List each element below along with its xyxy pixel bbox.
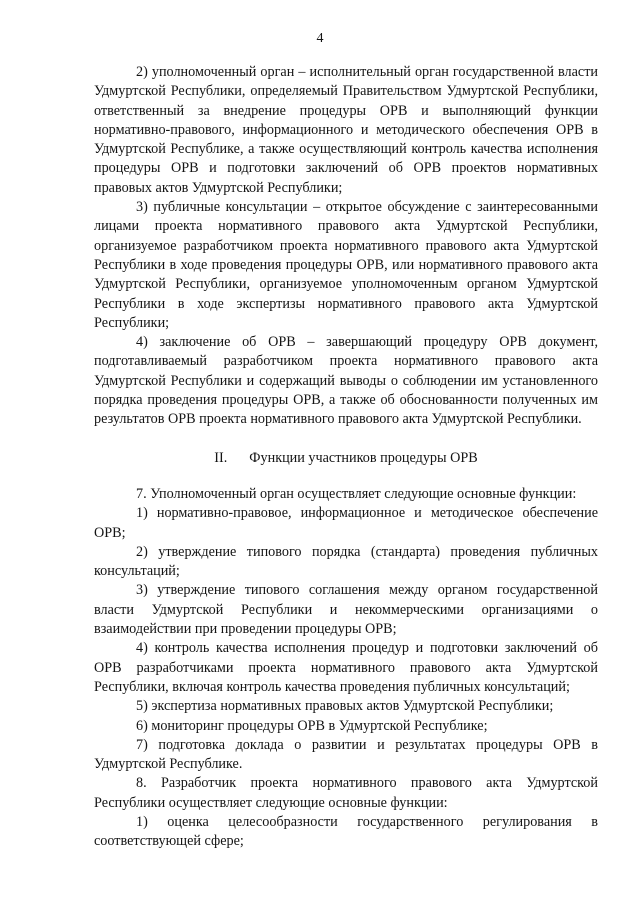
paragraph-function-3: 3) утверждение типового соглашения между органом государственной власти Удмуртской Республики и некоммерческими организациями о взаимодействии при проведении процедуры ОРВ; (94, 582, 598, 638)
paragraph-function-7: 7) подготовка доклада о развитии и результатах процедуры ОРВ в Удмуртской Республике. (94, 736, 598, 773)
paragraph-function-6: 6) мониторинг процедуры ОРВ в Удмуртской Республике; (136, 717, 488, 734)
document-body (94, 63, 598, 852)
page-number: 4 (316, 31, 324, 46)
paragraph-function-4: 4) контроль качества исполнения процедур и подготовки заключений об ОРВ разработчиками проекта нормативного правового акта Удмуртской Республики, включая контроль качества проведения публичных консультаций; (94, 640, 598, 695)
section-title: Функции участников процедуры ОРВ (249, 449, 478, 466)
paragraph-item-7: 7. Уполномоченный орган осуществляет следующие основные функции: (136, 485, 577, 502)
paragraph-conclusion-definition: 4) заключение об ОРВ – завершающий процедуру ОРВ документ, подготавливаемый разработчиком проекта нормативного правового акта Удмуртской Республики и содержащий выводы о соблюдении им установленного порядка проведения процедуры ОРВ, а также об обоснованности полученных им результатов ОРВ проекта нормативного правового акта Удмуртской Республики. (94, 334, 598, 428)
paragraph-authorized-body-definition: 2) уполномоченный орган – исполнительный орган государственной власти Удмуртской Республики, определяемый Правительством Удмуртской Республики, ответственный за внедрение процедуры ОРВ и выполняющий функции нормативно-правового, информационного и методического обеспечения ОРВ в Удмуртской Республике, а также осуществляющий контроль качества исполнения процедуры ОРВ и подготовки заключений об ОРВ проектов нормативных правовых актов Удмуртской Республики; (94, 64, 598, 196)
paragraph-item-8: 8. Разработчик проекта нормативного правового акта Удмуртской Республики осуществляет следующие основные функции: (94, 775, 598, 811)
paragraph-function-2: 2) утверждение типового порядка (стандарта) проведения публичных консультаций; (94, 543, 598, 580)
paragraph-public-consultations-definition: 3) публичные консультации – открытое обсуждение с заинтересованными лицами проекта нормативного правового акта Удмуртской Республики, организуемое разработчиком проекта нормативного правового акта Удмуртской Республики в ходе проведения процедуры ОРВ, или нормативного правового акта Удмуртской Республики, организуемое уполномоченным органом Удмуртской Республики в ходе экспертизы нормативного правового акта Удмуртской Республики; (94, 199, 598, 331)
paragraph-function-1: 1) нормативно-правовое, информационное и методическое обеспечение ОРВ; (94, 505, 598, 541)
paragraph-function-5: 5) экспертиза нормативных правовых актов Удмуртской Республики; (136, 698, 554, 715)
section-number: II. (214, 449, 228, 466)
section-heading (94, 449, 598, 468)
paragraph-developer-function-1: 1) оценка целесообразности государственного регулирования в соответствующей сфере; (94, 813, 598, 850)
